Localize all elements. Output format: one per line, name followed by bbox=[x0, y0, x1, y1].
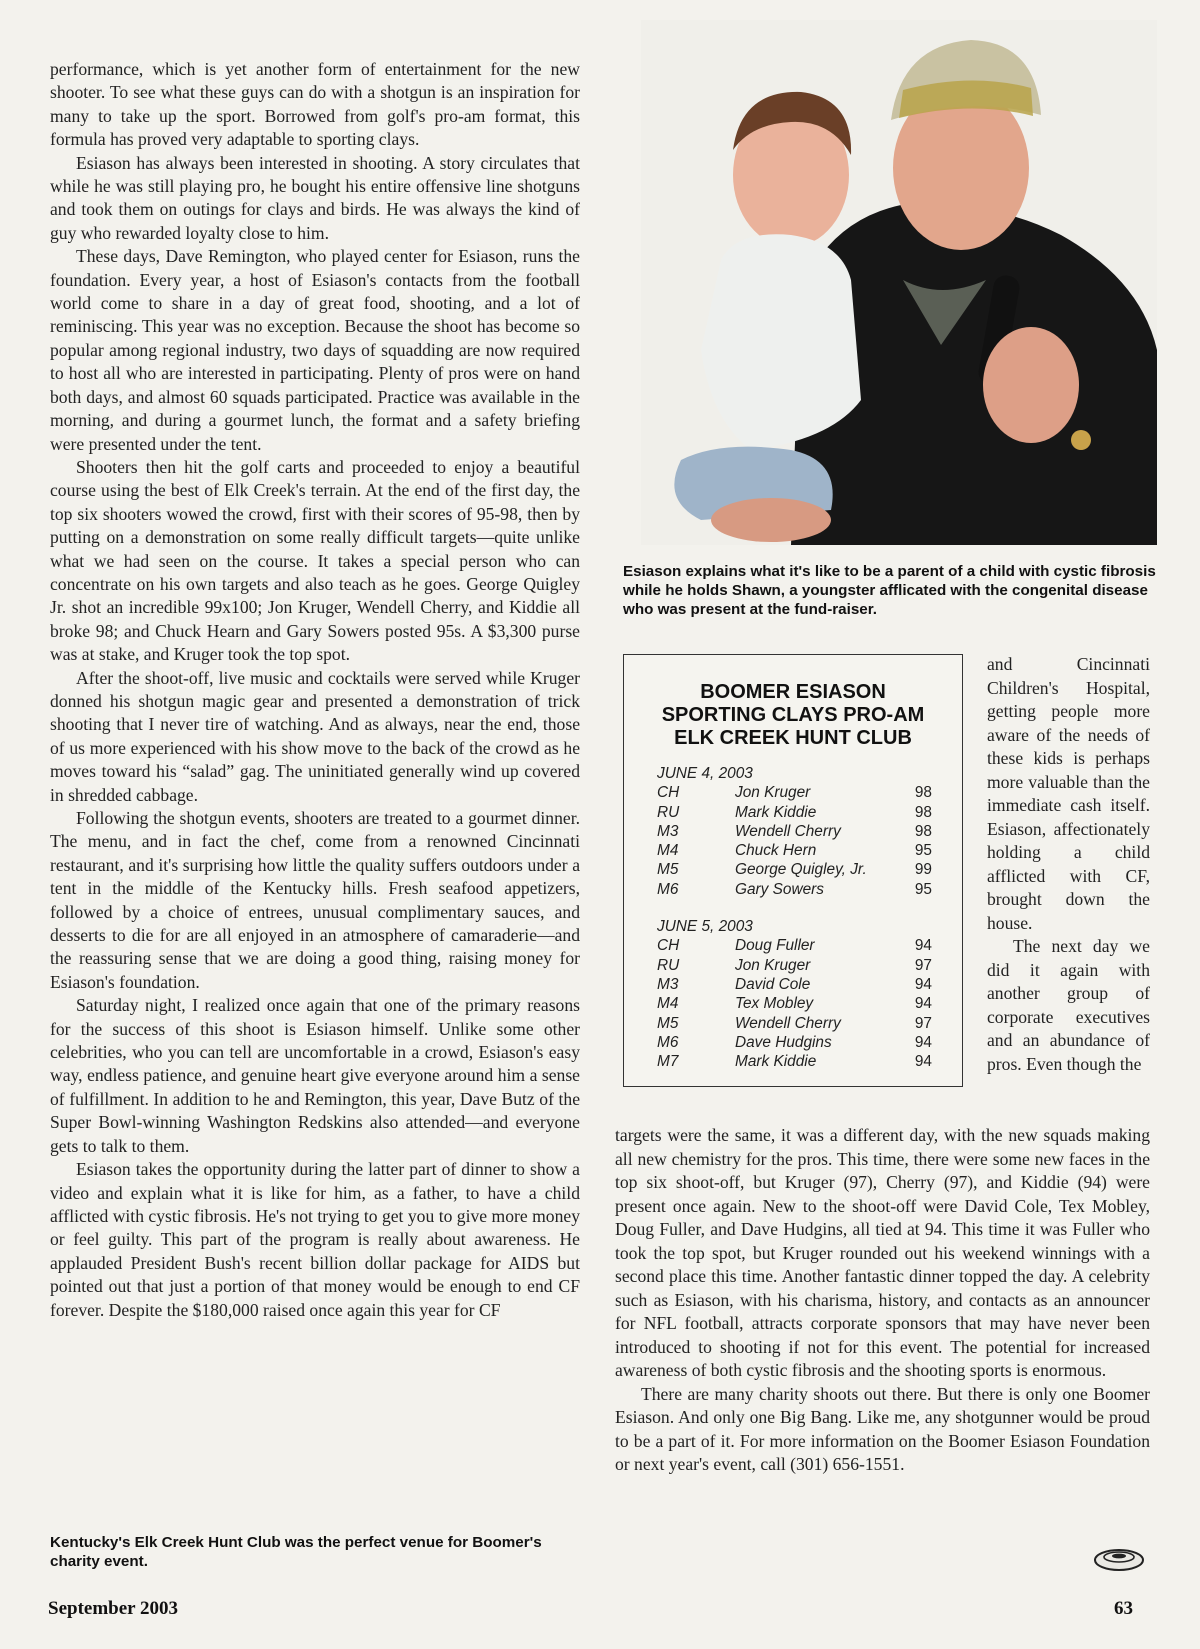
paragraph: There are many charity shoots out there. But there is only one Boomer Esiason. And only one Big Bang. Like me, any shotgunner would be proud to be a part of it. For more information on the Boomer Esiason Foundation or next year's event, call (301) 656-1551. bbox=[615, 1383, 1150, 1474]
result-name: Tex Mobley bbox=[735, 995, 814, 1013]
results-title-line: SPORTING CLAYS PRO-AM bbox=[661, 704, 925, 726]
result-row bbox=[657, 822, 932, 841]
result-score: 95 bbox=[914, 842, 932, 860]
result-row bbox=[657, 1033, 932, 1052]
results-day-1 bbox=[657, 764, 932, 899]
result-row bbox=[657, 994, 932, 1013]
result-score: 94 bbox=[914, 1033, 932, 1051]
result-score: 98 bbox=[914, 803, 932, 821]
results-title bbox=[624, 681, 962, 750]
result-position: RU bbox=[657, 803, 680, 821]
right-wide-body-text bbox=[615, 1124, 1150, 1477]
paragraph: Shooters then hit the golf carts and proceeded to enjoy a beautiful course using the best of Elk Creek's terrain. At the end of the first day, the top six shooters wowed the crowd, first with their scores of 95-98, then by putting on a demonstration on some really difficult targets—quite unlike what we had seen on the course. It takes a special person who can concentrate on his own targets and also teach as he goes. George Quigley Jr. shot an incredible 99x100; Jon Kruger, Wendell Cherry, and Kiddie all broke 98; and Chuck Hearn and Gary Sowers posted 95s. A $3,300 purse was at stake, and Kruger took the top spot. bbox=[50, 456, 580, 665]
result-score: 94 bbox=[914, 995, 932, 1013]
result-name: Jon Kruger bbox=[735, 784, 811, 802]
result-name: Mark Kiddie bbox=[735, 803, 817, 821]
left-body-text bbox=[50, 58, 580, 1322]
photo-caption: Esiason explains what it's like to be a parent of a child with cystic fibrosis while he holds Shawn, a youngster afflicated with the congenital disease who was present at the fund-raiser. bbox=[623, 563, 1156, 618]
issue-date: September 2003 bbox=[48, 1598, 178, 1619]
paragraph: Saturday night, I realized once again that one of the primary reasons for the success of this shoot is Esiason himself. Unlike some other celebrities, who you can tell are uncomfortable in a crowd, Esiason's easy way, endless patience, and genuine heart give everyone around him a sense of fulfillment. In addition to he and Remington, this year, Dave Butz of the Super Bowl-winning Washington Redskins also attended—and everyone gets to talk to them. bbox=[50, 995, 580, 1156]
paragraph: These days, Dave Remington, who played center for Esiason, runs the foundation. Every year, a host of Esiason's contacts from the football world come to share in a day of great food, shooting, and a lot of reminiscing. This year was no exception. Because the shoot has become so popular among regional industry, two days of squadding are now required to host all who are interested in participating. Plenty of pros were on hand both days, and almost 60 squads participated. Practice was available in the morning, and during a gourmet lunch, the format and a safety briefing were presented under the tent. bbox=[50, 246, 580, 454]
day-date: JUNE 5, 2003 bbox=[657, 918, 753, 936]
result-row bbox=[657, 783, 932, 802]
paragraph: targets were the same, it was a different day, with the new squads making all new chemistry for the pros. This time, there were some new faces in the top six shoot-off, but Kruger (97), Cherry (97), and Kiddie (94) were present once again. New to the shoot-off were David Cole, Tex Mobley, Doug Fuller, and Dave Hudgins, all tied at 94. This time it was Fuller who took the top spot, but Kruger rounded out his weekend winnings with a second place this time. Another fantastic dinner topped the day. A celebrity such as Esiason, with his charisma, history, and contacts as an announcer for NFL football, attracts corporate sponsors that may have never been introduced to shooting if not for this event. The potential for increased awareness of both cystic fibrosis and the shooting sports is enormous. bbox=[615, 1125, 1150, 1380]
photo-illustration bbox=[641, 20, 1157, 545]
result-name: Doug Fuller bbox=[735, 937, 815, 955]
paragraph: Following the shotgun events, shooters are treated to a gourmet dinner. The menu, and in fact the chef, come from a renowned Cincinnati restaurant, and it's surprising how little the quality suffers outdoors under a tent in the middle of the Kentucky hills. Fresh seafood appetizers, followed by a choice of entrees, unusual complimentary sauces, and desserts to die for are all enjoyed in an atmosphere of camaraderie—and the reassuring sense that we are doing a good thing, raising money for Esiason's foundation. bbox=[50, 808, 580, 992]
result-score: 94 bbox=[914, 1053, 932, 1071]
result-row bbox=[657, 841, 932, 860]
left-article-column bbox=[50, 58, 580, 1322]
result-row bbox=[657, 1052, 932, 1071]
venue-caption: Kentucky's Elk Creek Hunt Club was the perfect venue for Boomer's charity event. bbox=[50, 1534, 542, 1570]
result-row bbox=[657, 956, 932, 975]
result-row bbox=[657, 975, 932, 994]
paragraph: and Cincinnati Children's Hospital, getting people more aware of the needs of these kids is perhaps more valuable than the immediate cash itself. Esiason, affectionately holding a child afflicted with CF, brought down the house. bbox=[987, 654, 1150, 933]
result-score: 99 bbox=[914, 861, 932, 879]
paragraph: Esiason takes the opportunity during the latter part of dinner to show a video and explain what it is like for him, as a father, to have a child afflicted with cystic fibrosis. He's not trying to get you to give more money or feel guilty. This part of the program is really about awareness. He applauded President Bush's recent billion dollar package for AIDS but pointed out that just a portion of that money would be enough to end CF forever. Despite the $180,000 raised once again this year for CF bbox=[50, 1159, 580, 1320]
result-row bbox=[657, 860, 932, 879]
clay-target-icon bbox=[1093, 1546, 1145, 1572]
result-score: 97 bbox=[914, 1014, 932, 1032]
result-position: M4 bbox=[657, 842, 679, 860]
esiason-photo bbox=[641, 20, 1157, 545]
result-score: 94 bbox=[914, 975, 932, 993]
result-name: Gary Sowers bbox=[735, 880, 824, 898]
result-position: M6 bbox=[657, 880, 679, 898]
right-narrow-column bbox=[987, 653, 1150, 1076]
paragraph: Esiason has always been interested in shooting. A story circulates that while he was still playing pro, he bought his entire offensive line shotguns and took them on outings for clays and birds. He was always the kind of guy who rewarded loyalty close to him. bbox=[50, 152, 580, 243]
result-position: RU bbox=[657, 956, 680, 974]
result-name: Mark Kiddie bbox=[735, 1053, 817, 1071]
right-narrow-body-text bbox=[987, 653, 1150, 1076]
result-position: M5 bbox=[657, 1014, 679, 1032]
page-number: 63 bbox=[1114, 1598, 1133, 1619]
results-title-line: BOOMER ESIASON bbox=[700, 681, 886, 703]
right-wide-column bbox=[615, 1124, 1150, 1477]
result-position: CH bbox=[657, 937, 680, 955]
result-position: M7 bbox=[657, 1053, 679, 1071]
results-sidebar bbox=[623, 654, 963, 1087]
result-row bbox=[657, 1014, 932, 1033]
result-position: M5 bbox=[657, 861, 679, 879]
result-position: CH bbox=[657, 784, 680, 802]
paragraph: After the shoot-off, live music and cocktails were served while Kruger donned his shotgun magic gear and presented a demonstration of trick shooting that I never tire of watching. And as always, near the end, those of us more experienced with his show move to the back of the crowd as he moves toward his “salad” gag. The uninitiated generally wind up covered in shredded cabbage. bbox=[50, 667, 580, 805]
results-day-2 bbox=[657, 917, 932, 1071]
result-score: 94 bbox=[914, 937, 932, 955]
result-name: Dave Hudgins bbox=[735, 1033, 832, 1051]
result-row bbox=[657, 936, 932, 955]
result-position: M4 bbox=[657, 995, 679, 1013]
result-name: George Quigley, Jr. bbox=[735, 861, 867, 879]
paragraph: The next day we did it again with another group of corporate executives and an abundance of pros. Even though the bbox=[987, 936, 1150, 1074]
result-position: M3 bbox=[657, 822, 679, 840]
result-name: David Cole bbox=[735, 975, 811, 993]
result-score: 98 bbox=[914, 784, 932, 802]
paragraph: performance, which is yet another form of entertainment for the new shooter. To see what these guys can do with a shotgun is an inspiration for many to take up the sport. Borrowed from golf's pro-am format, this formula has proved very adaptable to sporting clays. bbox=[50, 59, 580, 150]
result-row bbox=[657, 880, 932, 899]
result-name: Wendell Cherry bbox=[735, 822, 841, 840]
day-date: JUNE 4, 2003 bbox=[657, 765, 753, 782]
result-row bbox=[657, 803, 932, 822]
result-position: M6 bbox=[657, 1033, 679, 1051]
result-name: Jon Kruger bbox=[735, 956, 811, 974]
result-name: Wendell Cherry bbox=[735, 1014, 841, 1032]
result-score: 97 bbox=[914, 956, 932, 974]
result-score: 95 bbox=[914, 880, 932, 898]
results-title-line: ELK CREEK HUNT CLUB bbox=[674, 727, 912, 749]
result-score: 98 bbox=[914, 822, 932, 840]
result-name: Chuck Hern bbox=[735, 842, 817, 860]
result-position: M3 bbox=[657, 975, 679, 993]
